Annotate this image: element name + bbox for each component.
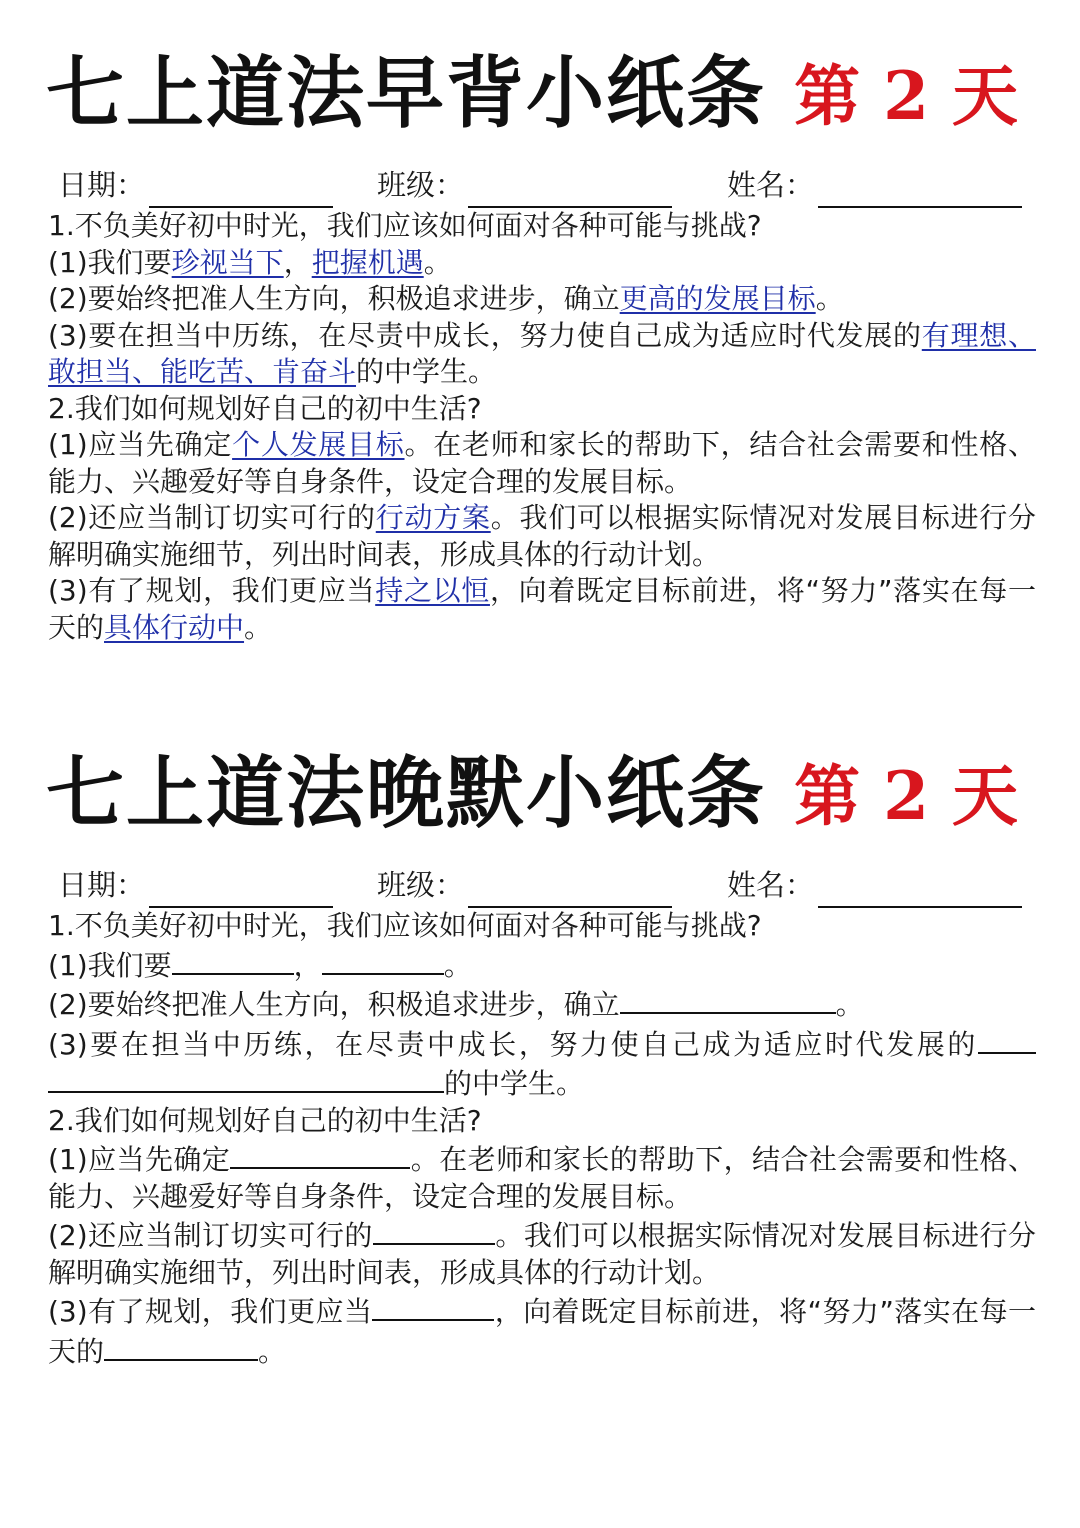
date-blank[interactable] bbox=[149, 170, 333, 208]
morning-content bbox=[0, 208, 1080, 646]
q1-blank-3: (3)要在担当中历练，在尽责中成长，努力使自己成为适应时代发展的的中学生。 bbox=[48, 1024, 1036, 1103]
evening-name-field bbox=[727, 862, 1022, 908]
q2-blank-2: (2)还应当制订切实可行的 。我们可以根据实际情况对发展目标进行分解明确实施细节，列出时间表，形成具体的行动计划。 bbox=[48, 1215, 1036, 1291]
q2-blank-3: (3)有了规划，我们更应当 ，向着既定目标前进，将“努力”落实在每一天的 。 bbox=[48, 1291, 1036, 1370]
morning-name-field bbox=[727, 162, 1022, 208]
answer-highlight: 把握机遇 bbox=[311, 245, 424, 279]
fill-blank[interactable] bbox=[230, 1139, 410, 1169]
q1-answer-1: (1)我们要珍视当下，把握机遇。 bbox=[48, 245, 452, 279]
date-blank[interactable] bbox=[149, 870, 333, 908]
morning-title-row bbox=[0, 44, 1080, 152]
q2-answer-2: (2)还应当制订切实可行的行动方案。我们可以根据实际情况对发展目标进行分解明确实施细节，列出时间表，形成具体的行动计划。 bbox=[48, 501, 1036, 571]
name-blank[interactable] bbox=[818, 870, 1022, 908]
evening-date-field bbox=[58, 862, 333, 908]
name-label: 姓名： bbox=[727, 868, 815, 902]
answer-highlight: 珍视当下 bbox=[171, 245, 284, 279]
morning-date-field bbox=[58, 162, 333, 208]
class-blank[interactable] bbox=[468, 870, 672, 908]
fill-blank[interactable] bbox=[104, 1331, 258, 1361]
fill-blank[interactable] bbox=[48, 1063, 444, 1093]
class-label: 班级： bbox=[377, 168, 465, 202]
answer-highlight: 持之以恒 bbox=[375, 574, 490, 607]
fill-blank[interactable] bbox=[322, 945, 444, 975]
evening-title: 七上道法晚默小纸条 bbox=[46, 748, 767, 839]
date-label: 日期： bbox=[58, 168, 146, 202]
question-2: 2.我们如何规划好自己的初中生活? bbox=[48, 1103, 482, 1137]
evening-info-row bbox=[0, 862, 1080, 908]
fill-blank[interactable] bbox=[373, 1215, 495, 1245]
evening-dictation-sheet bbox=[0, 744, 1080, 1370]
class-label: 班级： bbox=[377, 868, 465, 902]
answer-highlight: 个人发展目标 bbox=[232, 428, 405, 461]
fill-blank[interactable] bbox=[978, 1024, 1036, 1054]
date-label: 日期： bbox=[58, 868, 146, 902]
q1-answer-2: (2)要始终把准人生方向，积极追求进步，确立更高的发展目标。 bbox=[48, 282, 844, 315]
answer-highlight: 有理想、敢担当、能吃苦、肯奋斗 bbox=[48, 318, 1036, 388]
morning-info-row bbox=[0, 162, 1080, 208]
name-label: 姓名： bbox=[727, 168, 815, 202]
name-blank[interactable] bbox=[818, 170, 1022, 208]
q1-answer-3: (3)要在担当中历练，在尽责中成长，努力使自己成为适应时代发展的有理想、敢担当、能吃苦、肯奋斗的中学生。 bbox=[48, 318, 1036, 388]
question-1: 1.不负美好初中时光，我们应该如何面对各种可能与挑战? bbox=[48, 909, 762, 942]
morning-recite-sheet bbox=[0, 44, 1080, 646]
q2-answer-1: (1)应当先确定个人发展目标。在老师和家长的帮助下，结合社会需要和性格、能力、兴趣爱好等自身条件，设定合理的发展目标。 bbox=[48, 428, 1036, 498]
evening-title-row bbox=[0, 744, 1080, 852]
fill-blank[interactable] bbox=[620, 984, 836, 1014]
question-1: 1.不负美好初中时光，我们应该如何面对各种可能与挑战? bbox=[48, 209, 762, 242]
answer-highlight: 具体行动中 bbox=[104, 610, 245, 644]
morning-title: 七上道法早背小纸条 bbox=[46, 48, 767, 139]
answer-highlight: 行动方案 bbox=[375, 501, 491, 534]
q1-blank-2: (2)要始终把准人生方向，积极追求进步，确立 。 bbox=[48, 984, 1036, 1024]
q2-answer-3: (3)有了规划，我们更应当持之以恒，向着既定目标前进，将“努力”落实在每一天的具体行动中。 bbox=[48, 574, 1036, 644]
q1-blank-1: (1)我们要 ， 。 bbox=[48, 945, 1036, 985]
morning-day-label: 第 2 天 bbox=[794, 57, 1018, 135]
class-blank[interactable] bbox=[468, 170, 672, 208]
q2-blank-1: (1)应当先确定 。在老师和家长的帮助下，结合社会需要和性格、能力、兴趣爱好等自身条件，设定合理的发展目标。 bbox=[48, 1139, 1036, 1215]
evening-day-label: 第 2 天 bbox=[794, 757, 1018, 835]
evening-content bbox=[0, 908, 1080, 1370]
fill-blank[interactable] bbox=[172, 945, 294, 975]
answer-highlight: 更高的发展目标 bbox=[619, 282, 816, 315]
morning-class-field bbox=[377, 162, 672, 208]
question-2: 2.我们如何规划好自己的初中生活? bbox=[48, 391, 482, 425]
evening-class-field bbox=[377, 862, 672, 908]
fill-blank[interactable] bbox=[372, 1291, 494, 1321]
